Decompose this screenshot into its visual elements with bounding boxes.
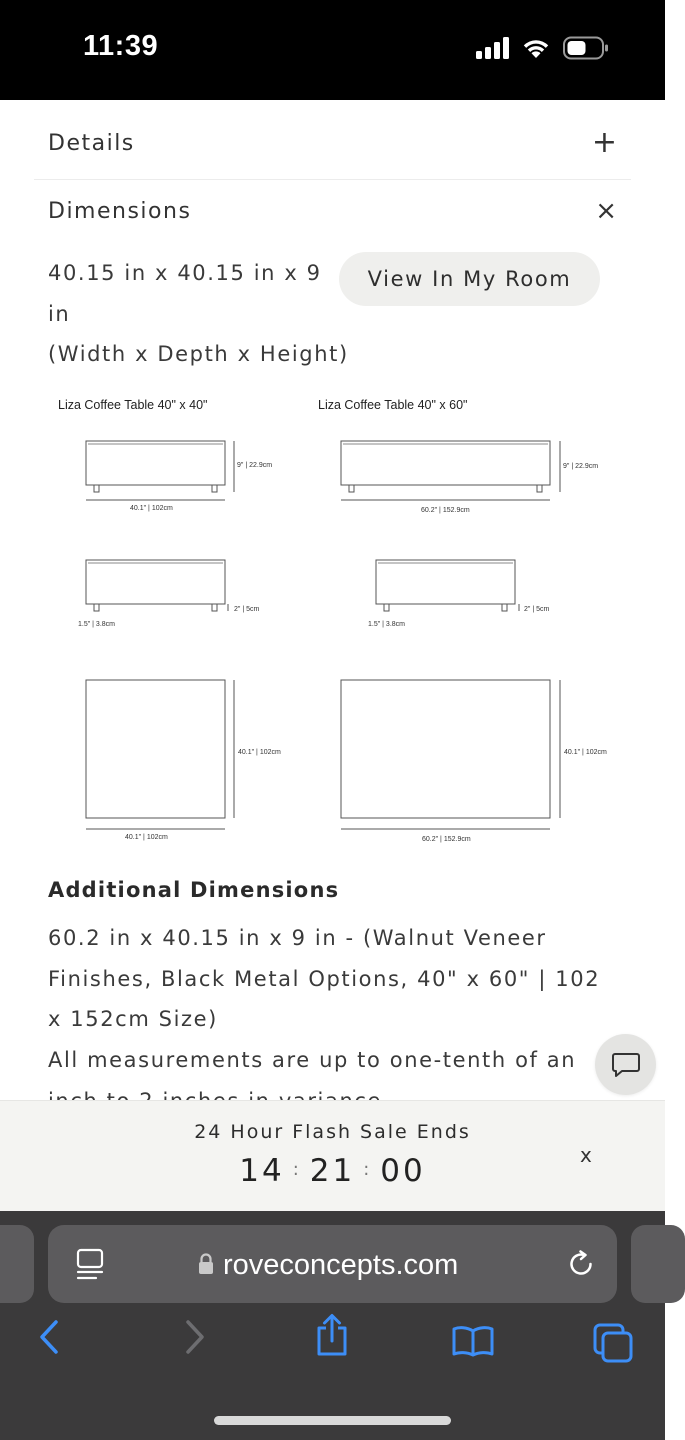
accordion-dimensions[interactable]: [48, 198, 617, 224]
plus-icon[interactable]: +: [591, 125, 617, 160]
browser-toolbar: [0, 1211, 665, 1440]
address-bar[interactable]: [48, 1225, 617, 1303]
lock-icon: [198, 1253, 214, 1275]
countdown-hours: 14: [239, 1153, 285, 1189]
share-icon[interactable]: [314, 1313, 350, 1357]
diagram-right-leg-inset: 1.5" | 3.8cm: [368, 621, 405, 628]
chat-bubble-icon: [611, 1051, 641, 1079]
close-icon[interactable]: ×: [595, 196, 617, 226]
additional-dimensions-title: Additional Dimensions: [48, 878, 340, 902]
wifi-icon: [521, 37, 551, 59]
countdown-separator: :: [363, 1159, 373, 1180]
url-text[interactable]: roveconcepts.com: [223, 1249, 459, 1281]
flash-sale-close-button[interactable]: x: [580, 1143, 592, 1167]
flash-sale-countdown: [0, 1153, 665, 1189]
forward-icon[interactable]: [180, 1319, 208, 1355]
diagram-right-width: 60.2" | 152.9cm: [421, 507, 470, 514]
diagram-title-40x40: Liza Coffee Table 40" x 40": [58, 398, 208, 412]
flash-sale-title: 24 Hour Flash Sale Ends: [194, 1121, 471, 1143]
diagram-right-height: 9" | 22.9cm: [563, 463, 599, 470]
diagram-left-height: 9" | 22.9cm: [237, 462, 273, 469]
diagram-right-leg-height: 2" | 5cm: [524, 606, 550, 613]
countdown-separator: :: [292, 1159, 302, 1180]
additional-dimensions-text: 60.2 in x 40.15 in x 9 in - (Walnut Veneer Finishes, Black Metal Options, 40" x 60" | 102 x 152cm Size): [48, 926, 601, 1031]
diagram-right-top-width: 60.2" | 152.9cm: [422, 836, 471, 843]
accordion-dimensions-title: Dimensions: [48, 198, 192, 224]
diagram-right-top-depth: 40.1" | 102cm: [564, 749, 607, 756]
chat-button[interactable]: [595, 1034, 656, 1095]
countdown-minutes: 21: [309, 1153, 356, 1189]
reload-icon[interactable]: [566, 1249, 596, 1279]
product-content: [0, 100, 665, 1100]
accordion-details-title: Details: [48, 130, 135, 156]
diagram-title-40x60: Liza Coffee Table 40" x 60": [318, 398, 468, 412]
dimensions-size: 40.15 in x 40.15 in x 9 in: [48, 261, 322, 326]
diagram-left-leg-height: 2" | 5cm: [234, 606, 260, 613]
accordion-details[interactable]: [48, 125, 617, 160]
measurement-variance-note: All measurements are up to one-tenth of an: [48, 1048, 577, 1072]
tabs-icon[interactable]: [593, 1323, 633, 1363]
back-icon[interactable]: [36, 1319, 64, 1355]
battery-icon: [563, 36, 609, 60]
status-bar: [0, 0, 665, 100]
status-icons: [475, 36, 609, 60]
view-in-my-room-button[interactable]: View In My Room: [339, 252, 600, 306]
home-indicator[interactable]: [214, 1416, 451, 1425]
divider: [34, 179, 631, 180]
flash-sale-banner: [0, 1100, 665, 1211]
previous-tab-preview[interactable]: [0, 1225, 34, 1303]
diagram-left-top-depth: 40.1" | 102cm: [238, 749, 281, 756]
diagram-left-width: 40.1" | 102cm: [130, 505, 173, 512]
bookmarks-icon[interactable]: [451, 1325, 495, 1357]
countdown-seconds: 00: [380, 1153, 426, 1189]
cellular-signal-icon: [475, 37, 509, 59]
diagram-left-leg-inset: 1.5" | 3.8cm: [78, 621, 115, 628]
next-tab-preview[interactable]: [631, 1225, 685, 1303]
dimensions-axis-note: (Width x Depth x Height): [48, 342, 349, 366]
status-time: 11:39: [83, 30, 159, 62]
reader-icon[interactable]: [76, 1249, 104, 1281]
diagram-left-top-width: 40.1" | 102cm: [125, 834, 168, 841]
dimension-diagram: [40, 385, 620, 855]
